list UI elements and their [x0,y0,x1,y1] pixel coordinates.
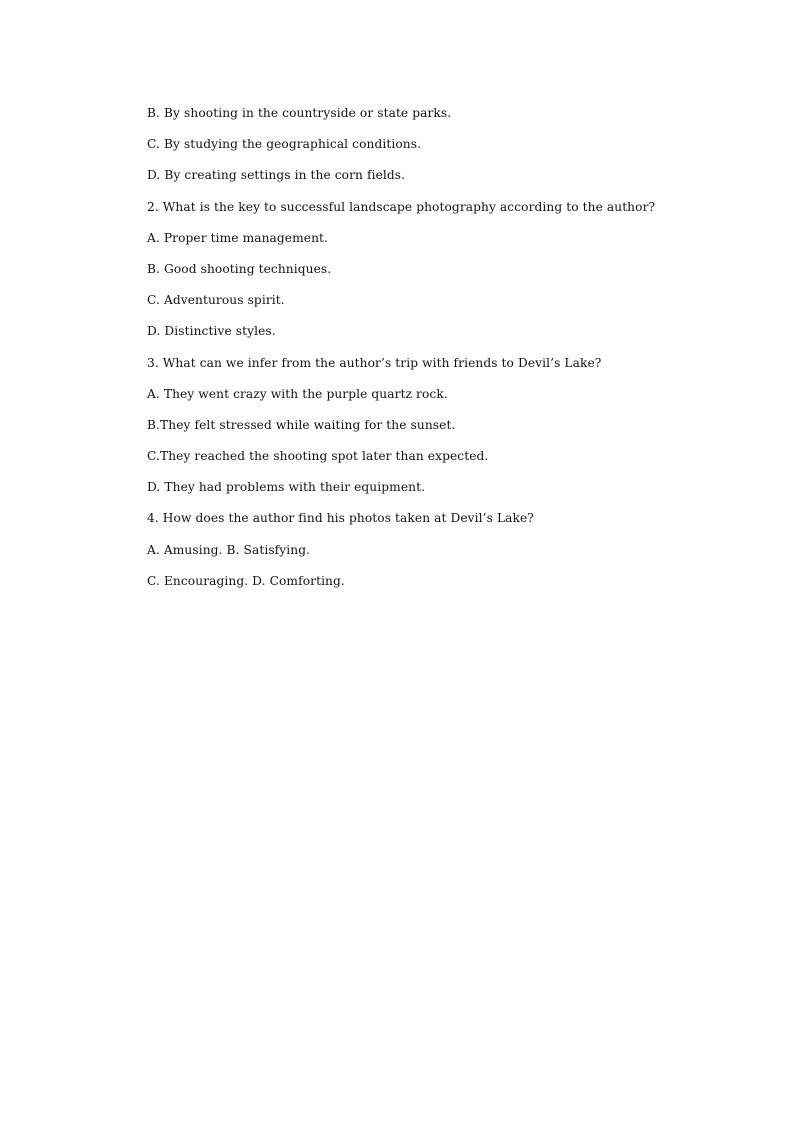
option-line: B.They felt stressed while waiting for the sunset. [147,417,456,432]
question-line: 4. How does the author find his photos taken at Devil’s Lake? [147,511,534,526]
option-line: A. Proper time management. [147,230,329,245]
question-line: 3. What can we infer from the author’s trip with friends to Devil’s Lake? [147,355,602,370]
option-line: D. By creating settings in the corn fields. [147,168,406,183]
question-block [147,103,707,602]
option-line: C. Adventurous spirit. [147,293,285,308]
option-line: C. Encouraging. D. Comforting. [147,573,345,588]
option-line: A. Amusing. B. Satisfying. [147,542,311,557]
option-line: A. They went crazy with the purple quartz rock. [147,386,448,401]
question-line: 2. What is the key to successful landscape photography according to the author? [147,199,656,214]
option-line: D. Distinctive styles. [147,324,276,339]
option-line: C. By studying the geographical conditions. [147,137,422,152]
option-line: B. By shooting in the countryside or state parks. [147,106,452,120]
option-line: D. They had problems with their equipment. [147,480,426,495]
option-line: C.They reached the shooting spot later than expected. [147,449,489,464]
option-line: B. Good shooting techniques. [147,261,332,276]
